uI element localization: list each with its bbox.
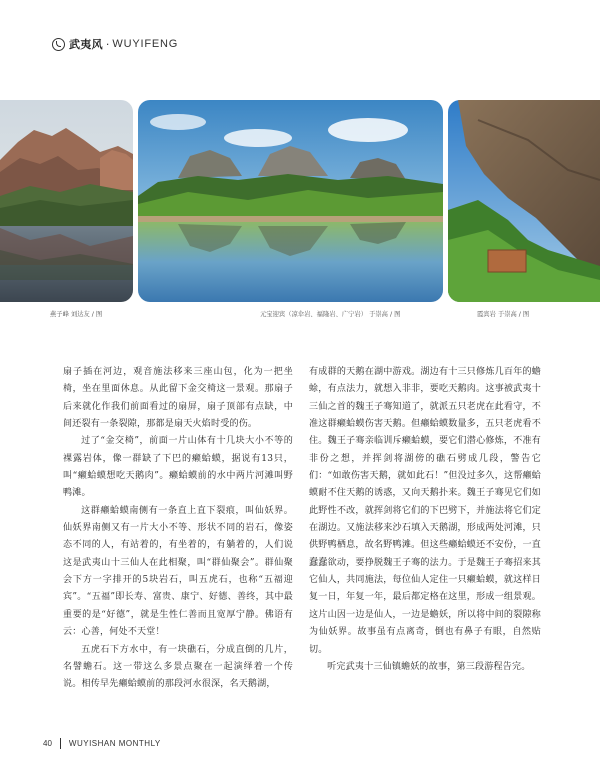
logo-chinese-title: 武夷风 (69, 38, 103, 51)
yuanzi-welcome-photo (138, 100, 443, 302)
paragraph: 过了“金交椅”，前面一片山体有十几块大小不等的裸露岩体，像一群缺了下巴的癞蛤蟆，据说有13只，叫“癞蛤蟆想吃天鹅肉”。癞蛤蟆前的水中两片河滩叫野鸭滩。 (63, 436, 293, 499)
page-number: 40 (43, 739, 52, 748)
paragraph: 听完武夷十三仙镇蟾妖的故事，第三段游程告完。 (327, 661, 531, 672)
swallow-peak-photo (0, 100, 133, 302)
paragraph: 这群癞蛤蟆南侧有一条直上直下裂痕，叫仙妖界。仙妖界南侧又有一片大小不等、形状不同的岩石，像姿态不同的人，有站着的，有坐着的，有躺着的，人们说这是武夷山十三仙人在此相聚，叫“群仙聚会”。群仙聚会下方一字排开的5块岩石，叫五虎石，也称“五福迎宾”。“五福”即长寿、富贵、康宁、好德、善终，其中最重要的是“好德”，就是生性仁善而且宽厚宁静。佛语有云：心善，何处不天堂！ (63, 505, 293, 638)
magazine-name: WUYISHAN MONTHLY (68, 739, 161, 748)
logo-english-title: WUYIFENG (112, 38, 179, 50)
photo-caption-1: 燕子峰 刘达友 / 图 (50, 311, 103, 318)
article-left-column (63, 364, 293, 694)
page-footer (43, 738, 161, 749)
wuyifeng-logo-icon (52, 38, 65, 51)
photo-caption-3: 霞宾岩 于崇高 / 图 (477, 311, 530, 318)
logo-separator: · (105, 37, 110, 51)
photo-caption-2: 元宝迎宾（凉伞岩、福隆岩、广宁岩） 于崇高 / 图 (260, 311, 401, 318)
paragraph: 扇子插在河边，观音施法移来三座山包，化为一把坐椅，坐在里面休息。从此留下金交椅这一景观。那扇子后来就化作我们前面看过的扇屏，扇子顶部有点缺，中间还裂有一条裂隙，那都是扇天火焰时受的伤。 (63, 367, 293, 430)
magazine-header (52, 36, 178, 52)
footer-divider (60, 738, 61, 749)
xiayan-photo (448, 100, 600, 302)
paragraph: 有成群的天鹅在湖中游戏。湖边有十三只修炼几百年的蟾蜍，有点法力，就想入非非，要吃天鹅肉。这事被武夷十三仙之首的魏王子骞知道了，就派五只老虎在此看守，不准这群癞蛤蟆伤害天鹅。但癞蛤蟆数量多，五只老虎看不住。魏王子骞亲临训斥癞蛤蟆，要它们潜心修炼，不准有非份之想，并挥剑将湖傍的礁石劈成几段，警告它们：“如敢伤害天鹅，就如此石！”但没过多久，这帮癞蛤蟆耐不住天鹅的诱惑，又向天鹅扑来。魏王子骞见它们如此野性不改，就挥剑将它们的下巴劈下，并施法将它们定在湖边。又施法移来沙石填入天鹅湖，形成两处河滩，只供野鸭栖息，故名野鸭滩。但这些癞蛤蟆还不安份，一直蠢蠢欲动，要挣脱魏王子骞的法力。于是魏王子骞招来其它仙人，共同施法，每位仙人定住一只癞蛤蟆，就这样日复一日，年复一年，最后都定格在这里，形成一组景观。这片山因一边是仙人，一边是蟾妖，所以将中间的裂隙称为仙妖界。故事虽有点离奇，倒也有鼻子有眼，自然贴切。 (309, 367, 541, 655)
article-right-column (309, 364, 541, 676)
paragraph: 五虎石下方水中，有一块礁石，分成直倒的几片，名譬蟾石。这一带这么多景点聚在一起演绎着一个传说。相传早先癞蛤蟆前的那段河水很深，名天鹅湖， (63, 644, 293, 690)
